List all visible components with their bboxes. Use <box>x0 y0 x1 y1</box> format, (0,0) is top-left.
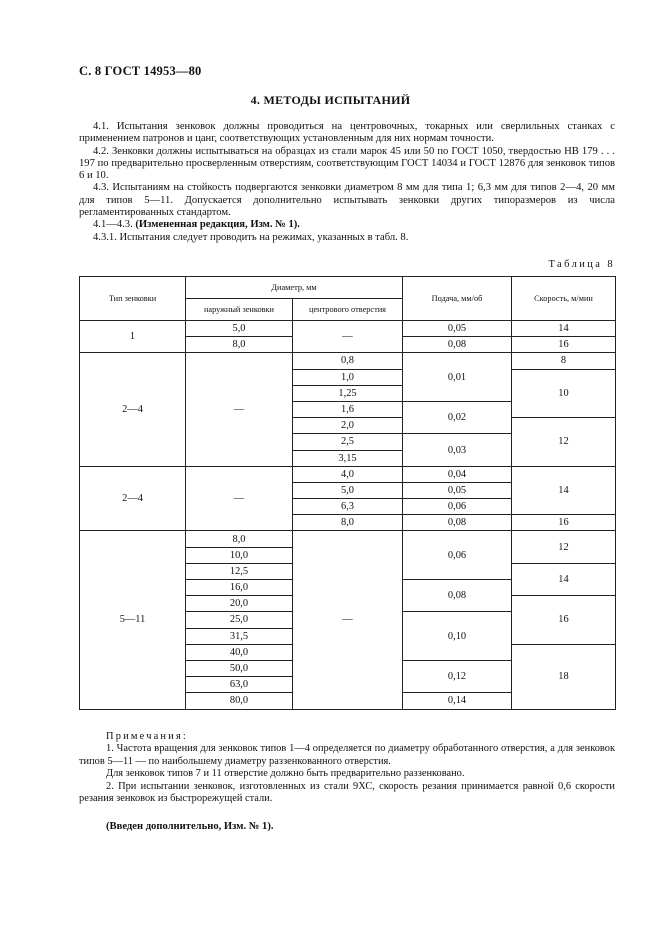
col-header-speed: Скорость, м/мин <box>512 277 616 321</box>
table-cell-hole: 4,0 <box>293 466 403 482</box>
table-cell-speed: 14 <box>512 466 616 515</box>
table-cell-speed: 12 <box>512 531 616 563</box>
table-cell-outer: 16,0 <box>186 580 293 596</box>
table-cell-feed: 0,06 <box>403 499 512 515</box>
note-2: 2. При испытании зенковок, изготовленных из стали 9ХС, скорость резания принимается равной 0,6 скорости резания зенковок из быстрорежущей стали. <box>79 780 615 805</box>
table-8 <box>79 276 616 710</box>
table-cell-hole: 6,3 <box>293 499 403 515</box>
table-cell-outer: 40,0 <box>186 644 293 660</box>
table-cell-outer: 63,0 <box>186 677 293 693</box>
table-cell-feed: 0,12 <box>403 660 512 692</box>
col-header-feed: Подача, мм/об <box>403 277 512 321</box>
table-cell-speed: 14 <box>512 563 616 595</box>
table-caption: Таблица 8 <box>548 259 615 270</box>
table-cell-hole: 1,0 <box>293 369 403 385</box>
introduced-note: (Введен дополнительно, Изм. № 1). <box>106 821 274 832</box>
table-cell-feed: 0,01 <box>403 353 512 402</box>
page-header: С. 8 ГОСТ 14953—80 <box>79 64 202 78</box>
table-cell-feed: 0,08 <box>403 515 512 531</box>
table-cell-type: 5—11 <box>80 531 186 709</box>
table-cell-hole: — <box>293 531 403 709</box>
table-cell-hole: 2,5 <box>293 434 403 450</box>
table-cell-outer: 20,0 <box>186 596 293 612</box>
amend-text: (Измененная редакция, Изм. № 1). <box>135 219 300 231</box>
paragraph-4-3: 4.3. Испытаниям на стойкость подвергаются зенковки диаметром 8 мм для типа 1; 6,3 мм для типов 2—4, 20 мм для типов 5—11. Допускается дополнительно испытывать зенковки других типоразмеров из числа регламентированных стандартом. <box>79 182 615 219</box>
col-header-type: Тип зенковки <box>80 277 186 321</box>
table-cell-feed: 0,06 <box>403 531 512 580</box>
col-header-outer: наружный зенковки <box>186 299 293 321</box>
table-cell-outer: — <box>186 353 293 466</box>
table-cell-feed: 0,05 <box>403 321 512 337</box>
table-cell-speed: 16 <box>512 337 616 353</box>
table-cell-outer: 31,5 <box>186 628 293 644</box>
table-cell-outer: 8,0 <box>186 337 293 353</box>
table-cell-type: 2—4 <box>80 353 186 466</box>
col-header-diameter: Диаметр, мм <box>186 277 403 299</box>
notes-title: Примечания: <box>106 731 189 742</box>
table-cell-hole: 0,8 <box>293 353 403 369</box>
table-cell-speed: 16 <box>512 596 616 645</box>
table-cell-feed: 0,04 <box>403 466 512 482</box>
table-cell-outer: 25,0 <box>186 612 293 628</box>
table-cell-speed: 8 <box>512 353 616 369</box>
table-cell-feed: 0,05 <box>403 482 512 498</box>
table-cell-feed: 0,08 <box>403 580 512 612</box>
table-cell-type: 2—4 <box>80 466 186 531</box>
paragraph-4-1: 4.1. Испытания зенковок должны проводиться на центровочных, токарных или сверлильных станках с применением патронов и цанг, соответствующих установленным для них нормам точности. <box>79 121 615 145</box>
table-cell-feed: 0,02 <box>403 401 512 433</box>
table-notes <box>79 731 615 805</box>
section-title: 4. МЕТОДЫ ИСПЫТАНИЙ <box>250 93 411 107</box>
table-cell-hole: 8,0 <box>293 515 403 531</box>
table-cell-speed: 14 <box>512 321 616 337</box>
amendment-line <box>79 219 615 231</box>
table-cell-outer: 5,0 <box>186 321 293 337</box>
table-cell-feed: 0,08 <box>403 337 512 353</box>
table-cell-speed: 10 <box>512 369 616 418</box>
col-header-hole: центрового отверстия <box>293 299 403 321</box>
table-cell-outer: 12,5 <box>186 563 293 579</box>
table-cell-hole: 1,6 <box>293 401 403 417</box>
amend-prefix: 4.1—4.3. <box>93 219 133 231</box>
table-cell-type: 1 <box>80 321 186 353</box>
table-cell-outer: 80,0 <box>186 693 293 709</box>
table-cell-feed: 0,14 <box>403 693 512 709</box>
table-cell-outer: 50,0 <box>186 660 293 676</box>
table-cell-feed: 0,10 <box>403 612 512 661</box>
note-1: 1. Частота вращения для зенковок типов 1—4 определяется по диаметру обработанного отверстия, а для зенковок типов 5—11 — по наибольшему диаметру раззенкованного отверстия. <box>79 743 615 767</box>
table-cell-speed: 18 <box>512 644 616 709</box>
table-cell-outer: 10,0 <box>186 547 293 563</box>
note-1b: Для зенковок типов 7 и 11 отверстие должно быть предварительно раззенковано. <box>106 768 465 780</box>
table-cell-outer: 8,0 <box>186 531 293 547</box>
table-cell-hole: 3,15 <box>293 450 403 466</box>
table-cell-speed: 12 <box>512 418 616 467</box>
table-cell-speed: 16 <box>512 515 616 531</box>
table-cell-hole: — <box>293 321 403 353</box>
table-cell-hole: 2,0 <box>293 418 403 434</box>
paragraph-4-2: 4.2. Зенковки должны испытываться на образцах из стали марок 45 или 50 по ГОСТ 1050, твердостью НВ 179 . . . 197 по предварительно просверленным отверстиям, соответствующим ГОСТ 14034 и ГОСТ 12876 для зенковок типов 6 и 10. <box>79 145 615 182</box>
table-cell-outer: — <box>186 466 293 531</box>
table-cell-hole: 5,0 <box>293 482 403 498</box>
body-text <box>79 121 615 244</box>
table-cell-feed: 0,03 <box>403 434 512 466</box>
table-cell-hole: 1,25 <box>293 385 403 401</box>
paragraph-4-3-1: 4.3.1. Испытания следует проводить на режимах, указанных в табл. 8. <box>93 231 409 243</box>
